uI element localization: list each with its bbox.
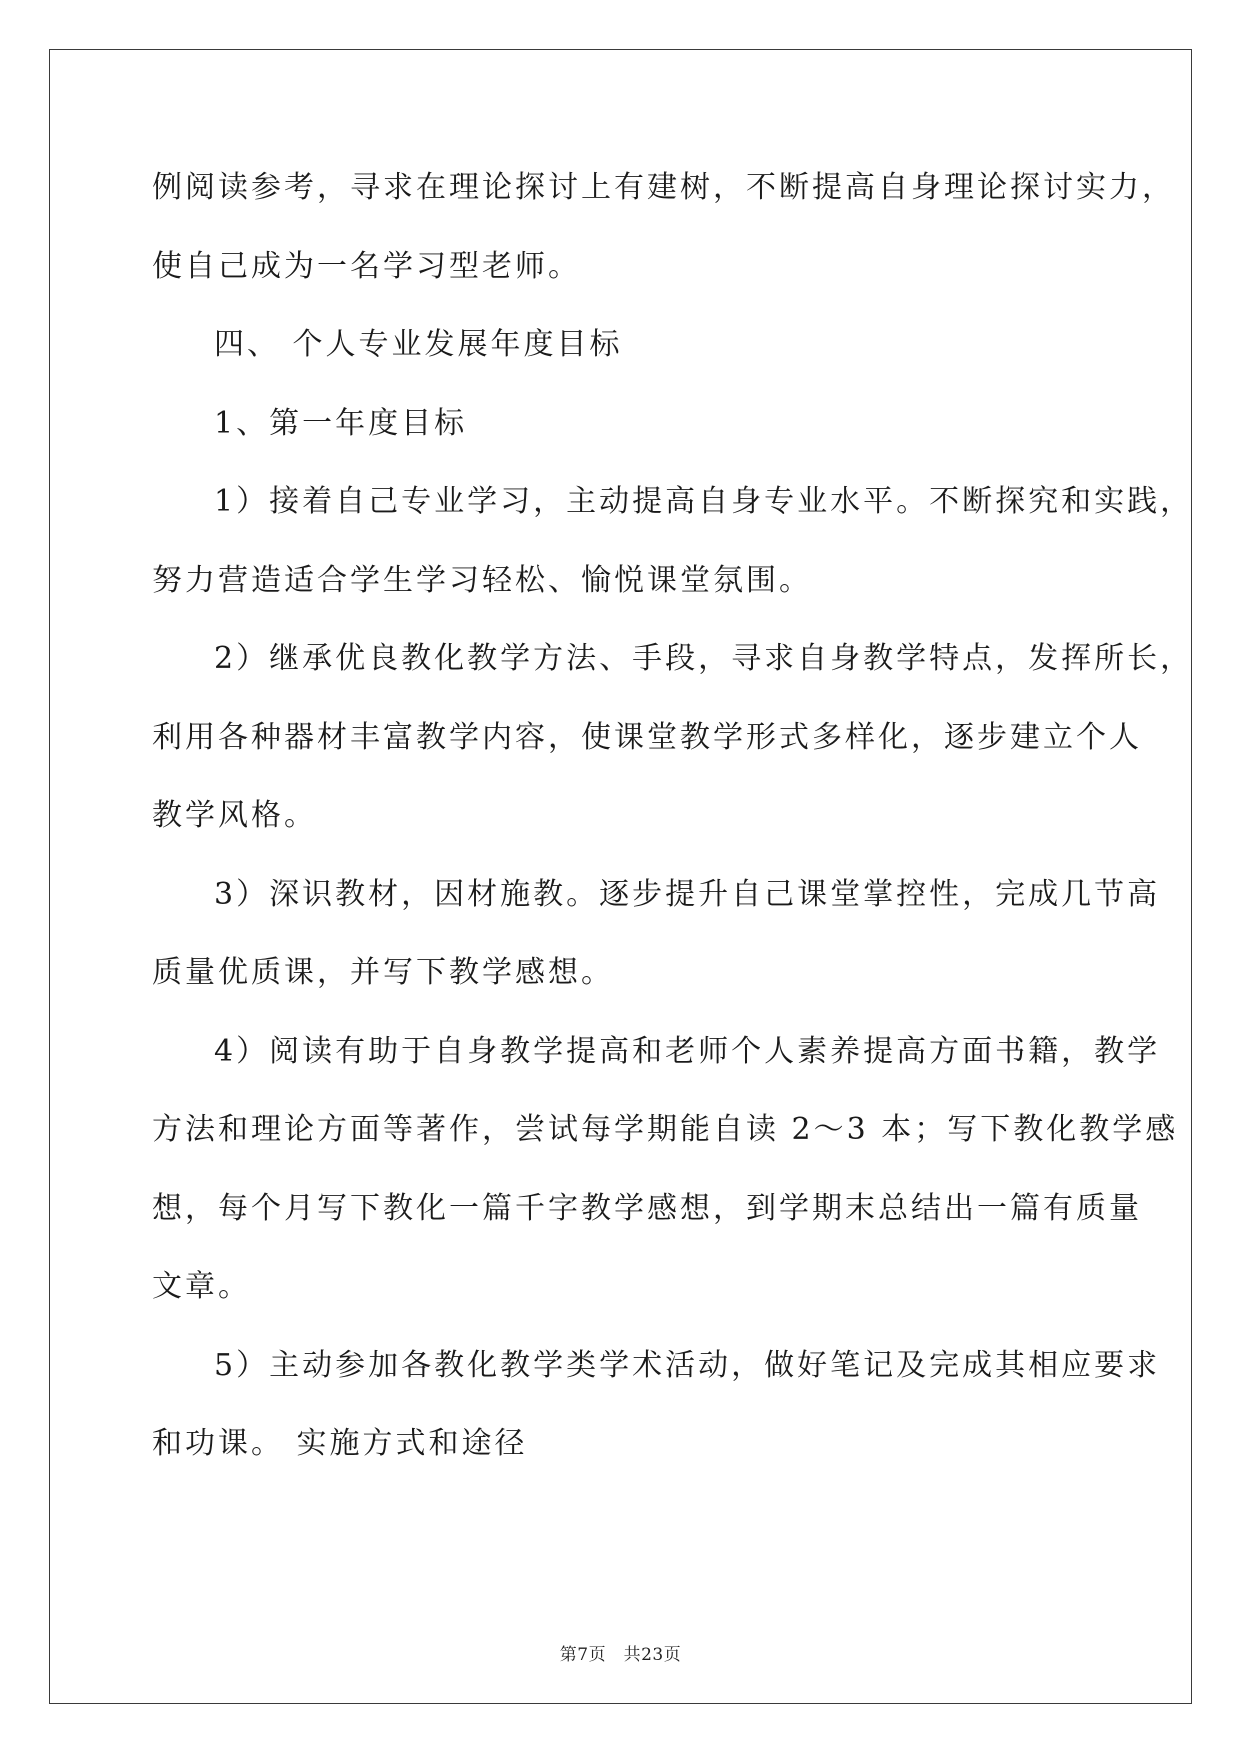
subsection-heading: 1、第一年度目标 [214, 405, 468, 441]
text-line: 努力营造适合学生学习轻松、愉悦课堂氛围。 [152, 562, 812, 598]
document-body [152, 162, 1194, 1497]
section-heading: 四、 个人专业发展年度目标 [214, 327, 623, 362]
page-footer: 第7页 共23页 [559, 1645, 682, 1665]
text-line: 例阅读参考，寻求在理论探讨上有建树，不断提高自身理论探讨实力， [152, 170, 1175, 205]
text-line: 使自己成为一名学习型老师。 [152, 248, 581, 284]
text-line: 1）接着自己专业学习，主动提高自身专业水平。不断探究和实践， [214, 484, 1194, 519]
text-line: 质量优质课，并写下教学感想。 [152, 955, 614, 990]
text-line: 2）继承优良教化教学方法、手段，寻求自身教学特点，发挥所长， [214, 641, 1194, 676]
text-line: 5）主动参加各教化教学类学术活动，做好笔记及完成其相应要求 [214, 1347, 1161, 1383]
text-line: 和功课。 实施方式和途径 [152, 1426, 528, 1461]
text-line: 文章。 [152, 1269, 251, 1304]
text-line: 想，每个月写下教化一篇千字教学感想，到学期末总结出一篇有质量 [152, 1190, 1142, 1226]
text-line: 4）阅读有助于自身教学提高和老师个人素养提高方面书籍，教学 [214, 1033, 1161, 1069]
text-line: 方法和理论方面等著作，尝试每学期能自读 2～3 本；写下教化教学感 [152, 1112, 1179, 1147]
text-line: 教学风格。 [152, 798, 317, 833]
text-line: 利用各种器材丰富教学内容，使课堂教学形式多样化，逐步建立个人 [152, 719, 1142, 755]
text-line: 3）深识教材，因材施教。逐步提升自己课堂掌控性，完成几节高 [214, 876, 1161, 912]
